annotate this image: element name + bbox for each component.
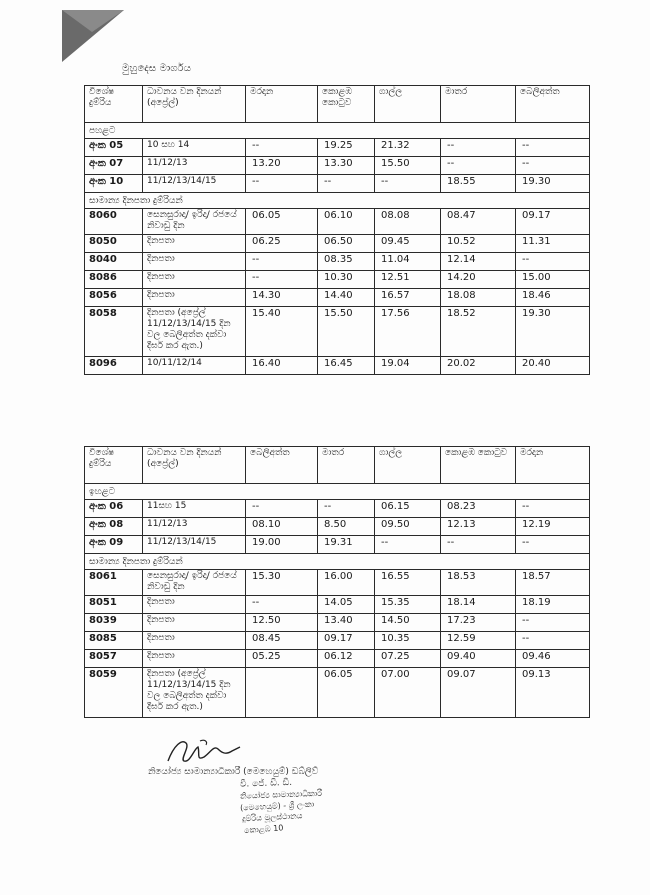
departure-time: 06.05	[246, 209, 318, 235]
departure-time: 16.45	[318, 357, 375, 375]
table-row	[85, 570, 590, 596]
table-row	[85, 253, 590, 271]
stamp-line: නියෝජ්‍ය සාමාන්‍යාධිකාරී	[239, 788, 323, 801]
departure-time: 15.30	[246, 570, 318, 596]
departure-time: 09.17	[318, 632, 375, 650]
departure-time: 08.23	[441, 500, 516, 518]
departure-time: --	[246, 596, 318, 614]
departure-time: 08.47	[441, 209, 516, 235]
departure-time: 19.31	[318, 536, 375, 554]
running-days: 10 සහ 14	[143, 139, 246, 157]
col-header-days: ධාවනය වන දිනයන් (අප්‍රේල්)	[143, 447, 246, 484]
table-row	[85, 632, 590, 650]
departure-time: 18.08	[441, 289, 516, 307]
departure-time: 15.40	[246, 307, 318, 357]
departure-time: 08.08	[375, 209, 441, 235]
departure-time: --	[318, 500, 375, 518]
departure-time: 09.40	[441, 650, 516, 668]
departure-time	[246, 668, 318, 718]
departure-time: 19.25	[318, 139, 375, 157]
departure-time: 06.10	[318, 209, 375, 235]
train-number: 8040	[85, 253, 143, 271]
departure-time: 09.45	[375, 235, 441, 253]
stamp-line: වී. ජේ. ඩී. ඩී.	[239, 777, 293, 790]
table-row	[85, 175, 590, 193]
table-row	[85, 614, 590, 632]
signatory-title: නියෝජ්‍ය සාමාන්‍යාධිකාරී (මෙහෙයුම්) ඩබ්ලිව්	[148, 767, 319, 777]
table-row	[85, 536, 590, 554]
running-days: සෙනසුරාදා/ ඉරිදා/ රජයේ නිවාඩු දින	[143, 209, 246, 235]
departure-time: 20.02	[441, 357, 516, 375]
col-header-station: බෙලිඅත්ත	[246, 447, 318, 484]
departure-time: 18.53	[441, 570, 516, 596]
departure-time: --	[441, 157, 516, 175]
train-number: 8039	[85, 614, 143, 632]
departure-time: 16.57	[375, 289, 441, 307]
train-number: අංක 06	[85, 500, 143, 518]
departure-time: 19.00	[246, 536, 318, 554]
running-days: දිනපතා	[143, 253, 246, 271]
departure-time: 10.35	[375, 632, 441, 650]
col-header-days: ධාවනය වන දිනයන් (අප්‍රේල්)	[143, 86, 246, 123]
running-days: 11/12/13	[143, 518, 246, 536]
departure-time: --	[246, 500, 318, 518]
departure-time: --	[246, 175, 318, 193]
col-header-station: මරදාන	[516, 447, 590, 484]
departure-time: 12.51	[375, 271, 441, 289]
col-header-station: ගාල්ල	[375, 447, 441, 484]
train-number: 8086	[85, 271, 143, 289]
train-number: අංක 07	[85, 157, 143, 175]
departure-time: 18.57	[516, 570, 590, 596]
departure-time: --	[441, 139, 516, 157]
departure-time: 08.35	[318, 253, 375, 271]
route-heading: මුහුදෙස මාර්ගය	[122, 63, 192, 74]
departure-time: 12.13	[441, 518, 516, 536]
running-days: දිනපතා	[143, 650, 246, 668]
departure-time: --	[375, 175, 441, 193]
train-number: 8060	[85, 209, 143, 235]
departure-time: --	[318, 175, 375, 193]
section-title: සාමාන්‍ය දිනපතා දුම්රියන්	[85, 193, 590, 209]
col-header-station: මරදාන	[246, 86, 318, 123]
running-days: 10/11/12/14	[143, 357, 246, 375]
departure-time: 18.52	[441, 307, 516, 357]
section-row	[85, 484, 590, 500]
table-row	[85, 518, 590, 536]
running-days: දිනපතා (අප්‍රේල් 11/12/13/14/15 දින වල බෙලිඅත්ත දක්වා දීර්ඝ කර ඇත.)	[143, 307, 246, 357]
departure-time: 12.19	[516, 518, 590, 536]
departure-time: 15.50	[318, 307, 375, 357]
table-row	[85, 357, 590, 375]
stamp-line: කොළඹ 10	[243, 823, 284, 836]
train-number: 8096	[85, 357, 143, 375]
stamp-line: දුම්රිය මූලස්ථානය	[241, 811, 303, 824]
departure-time: 09.50	[375, 518, 441, 536]
running-days: දිනපතා	[143, 289, 246, 307]
train-number: අංක 09	[85, 536, 143, 554]
departure-time: 20.40	[516, 357, 590, 375]
departure-time: --	[516, 536, 590, 554]
table-row	[85, 139, 590, 157]
departure-time: 06.50	[318, 235, 375, 253]
departure-time: 18.19	[516, 596, 590, 614]
departure-time: 06.05	[318, 668, 375, 718]
section-row	[85, 193, 590, 209]
col-header-station: බෙලිඅත්ත	[516, 86, 590, 123]
train-number: 8051	[85, 596, 143, 614]
departure-time: --	[246, 253, 318, 271]
departure-time: --	[246, 271, 318, 289]
departure-time: 13.40	[318, 614, 375, 632]
departure-time: 11.31	[516, 235, 590, 253]
departure-time: 09.17	[516, 209, 590, 235]
official-stamp	[148, 767, 428, 836]
departure-time: 19.30	[516, 307, 590, 357]
running-days: 11සහ 15	[143, 500, 246, 518]
section-title: පහළට	[85, 123, 590, 139]
train-number: 8058	[85, 307, 143, 357]
table-row	[85, 271, 590, 289]
departure-time: 12.50	[246, 614, 318, 632]
table-row	[85, 157, 590, 175]
departure-time: --	[516, 253, 590, 271]
table-header-row	[85, 86, 590, 123]
departure-time: 15.50	[375, 157, 441, 175]
running-days: දිනපතා	[143, 614, 246, 632]
col-header-train: විශේෂ දුම්රිය	[85, 86, 143, 123]
table-row	[85, 500, 590, 518]
train-number: 8061	[85, 570, 143, 596]
departure-time: 13.20	[246, 157, 318, 175]
running-days: 11/12/13/14/15	[143, 536, 246, 554]
table-header-row	[85, 447, 590, 484]
departure-time: 15.35	[375, 596, 441, 614]
table-row	[85, 289, 590, 307]
section-row	[85, 554, 590, 570]
departure-time: 09.46	[516, 650, 590, 668]
col-header-station: මාතර	[318, 447, 375, 484]
departure-time: 19.04	[375, 357, 441, 375]
table-body	[85, 484, 590, 718]
running-days: 11/12/13	[143, 157, 246, 175]
departure-time: 05.25	[246, 650, 318, 668]
departure-time: --	[516, 500, 590, 518]
running-days: දිනපතා (අප්‍රේල් 11/12/13/14/15 දින වල බෙලිඅත්ත දක්වා දීර්ඝ කර ඇත.)	[143, 668, 246, 718]
train-number: අංක 10	[85, 175, 143, 193]
departure-time: 16.40	[246, 357, 318, 375]
departure-time: 09.13	[516, 668, 590, 718]
train-number: 8059	[85, 668, 143, 718]
timetable-up	[84, 446, 590, 718]
departure-time: 08.45	[246, 632, 318, 650]
departure-time: 13.30	[318, 157, 375, 175]
departure-time: 06.15	[375, 500, 441, 518]
table-row	[85, 650, 590, 668]
departure-time: 21.32	[375, 139, 441, 157]
departure-time: 18.14	[441, 596, 516, 614]
departure-time: 08.10	[246, 518, 318, 536]
departure-time: 09.07	[441, 668, 516, 718]
departure-time: 06.12	[318, 650, 375, 668]
departure-time: 14.30	[246, 289, 318, 307]
departure-time: --	[516, 157, 590, 175]
departure-time: 15.00	[516, 271, 590, 289]
departure-time: 16.55	[375, 570, 441, 596]
table-body	[85, 123, 590, 375]
departure-time: --	[516, 614, 590, 632]
departure-time: 17.23	[441, 614, 516, 632]
handwritten-signature	[160, 735, 250, 769]
table-row	[85, 307, 590, 357]
running-days: සෙනසුරාදා/ ඉරිදා/ රජයේ නිවාඩු දින	[143, 570, 246, 596]
running-days: දිනපතා	[143, 235, 246, 253]
departure-time: 12.14	[441, 253, 516, 271]
departure-time: 18.55	[441, 175, 516, 193]
table-row	[85, 596, 590, 614]
departure-time: 12.59	[441, 632, 516, 650]
col-header-train: විශේෂ දුම්රිය	[85, 447, 143, 484]
timetable-down	[84, 85, 590, 375]
train-number: 8085	[85, 632, 143, 650]
section-title: සාමාන්‍ය දිනපතා දුම්රියන්	[85, 554, 590, 570]
departure-time: 14.20	[441, 271, 516, 289]
col-header-station: කොළඹ කොටුව	[318, 86, 375, 123]
scan-corner-fold	[62, 10, 124, 62]
departure-time: 06.25	[246, 235, 318, 253]
departure-time: 14.50	[375, 614, 441, 632]
departure-time: 10.52	[441, 235, 516, 253]
departure-time: 14.05	[318, 596, 375, 614]
running-days: 11/12/13/14/15	[143, 175, 246, 193]
running-days: දිනපතා	[143, 271, 246, 289]
table-row	[85, 235, 590, 253]
train-number: 8056	[85, 289, 143, 307]
departure-time: --	[441, 536, 516, 554]
departure-time: 11.04	[375, 253, 441, 271]
train-number: අංක 05	[85, 139, 143, 157]
train-number: අංක 08	[85, 518, 143, 536]
running-days: දිනපතා	[143, 596, 246, 614]
departure-time: 14.40	[318, 289, 375, 307]
departure-time: --	[246, 139, 318, 157]
departure-time: 07.25	[375, 650, 441, 668]
section-title: ඉහළට	[85, 484, 590, 500]
stamp-line: (මෙහෙයුම්) - ශ්‍රී ලංකා	[239, 799, 315, 813]
departure-time: 10.30	[318, 271, 375, 289]
departure-time: --	[375, 536, 441, 554]
col-header-station: මාතර	[441, 86, 516, 123]
section-row	[85, 123, 590, 139]
departure-time: 17.56	[375, 307, 441, 357]
train-number: 8057	[85, 650, 143, 668]
departure-time: 19.30	[516, 175, 590, 193]
table-row	[85, 668, 590, 718]
running-days: දිනපතා	[143, 632, 246, 650]
departure-time: 8.50	[318, 518, 375, 536]
train-number: 8050	[85, 235, 143, 253]
col-header-station: ගාල්ල	[375, 86, 441, 123]
table-row	[85, 209, 590, 235]
departure-time: 18.46	[516, 289, 590, 307]
departure-time: 16.00	[318, 570, 375, 596]
col-header-station: කොළඹ කොටුව	[441, 447, 516, 484]
departure-time: --	[516, 139, 590, 157]
departure-time: 07.00	[375, 668, 441, 718]
departure-time: --	[516, 632, 590, 650]
